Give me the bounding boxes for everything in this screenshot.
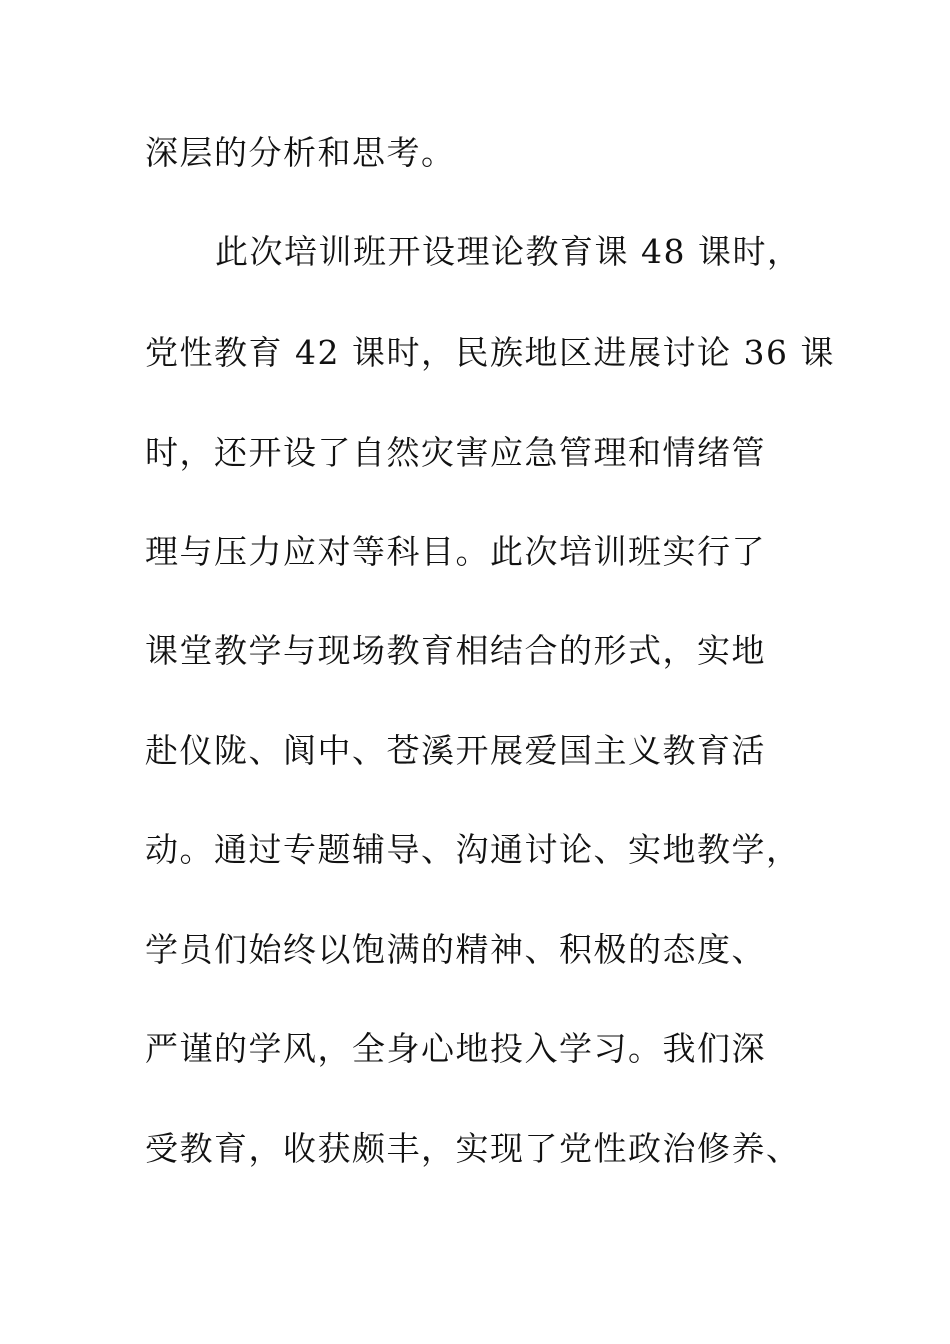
text-line-9: 学员们始终以饱满的精神、积极的态度、 <box>145 930 766 969</box>
text-line-4: 时，还开设了自然灾害应急管理和情绪管 <box>145 433 766 472</box>
text-line-3: 党性教育 42 课时，民族地区进展讨论 36 课 <box>145 333 835 372</box>
text-line-5: 理与压力应对等科目。此次培训班实行了 <box>145 532 766 571</box>
text-line-11: 受教育，收获颇丰，实现了党性政治修养、 <box>145 1129 801 1168</box>
text-line-6: 课堂教学与现场教育相结合的形式，实地 <box>145 631 766 670</box>
text-line-8: 动。通过专题辅导、沟通讨论、实地教学， <box>145 830 801 869</box>
text-line-10: 严谨的学风，全身心地投入学习。我们深 <box>145 1029 766 1068</box>
text-line-2: 此次培训班开设理论教育课 48 课时， <box>215 232 802 271</box>
text-line-7: 赴仪陇、阆中、苍溪开展爱国主义教育活 <box>145 731 766 770</box>
text-line-1: 深层的分析和思考。 <box>145 133 456 172</box>
